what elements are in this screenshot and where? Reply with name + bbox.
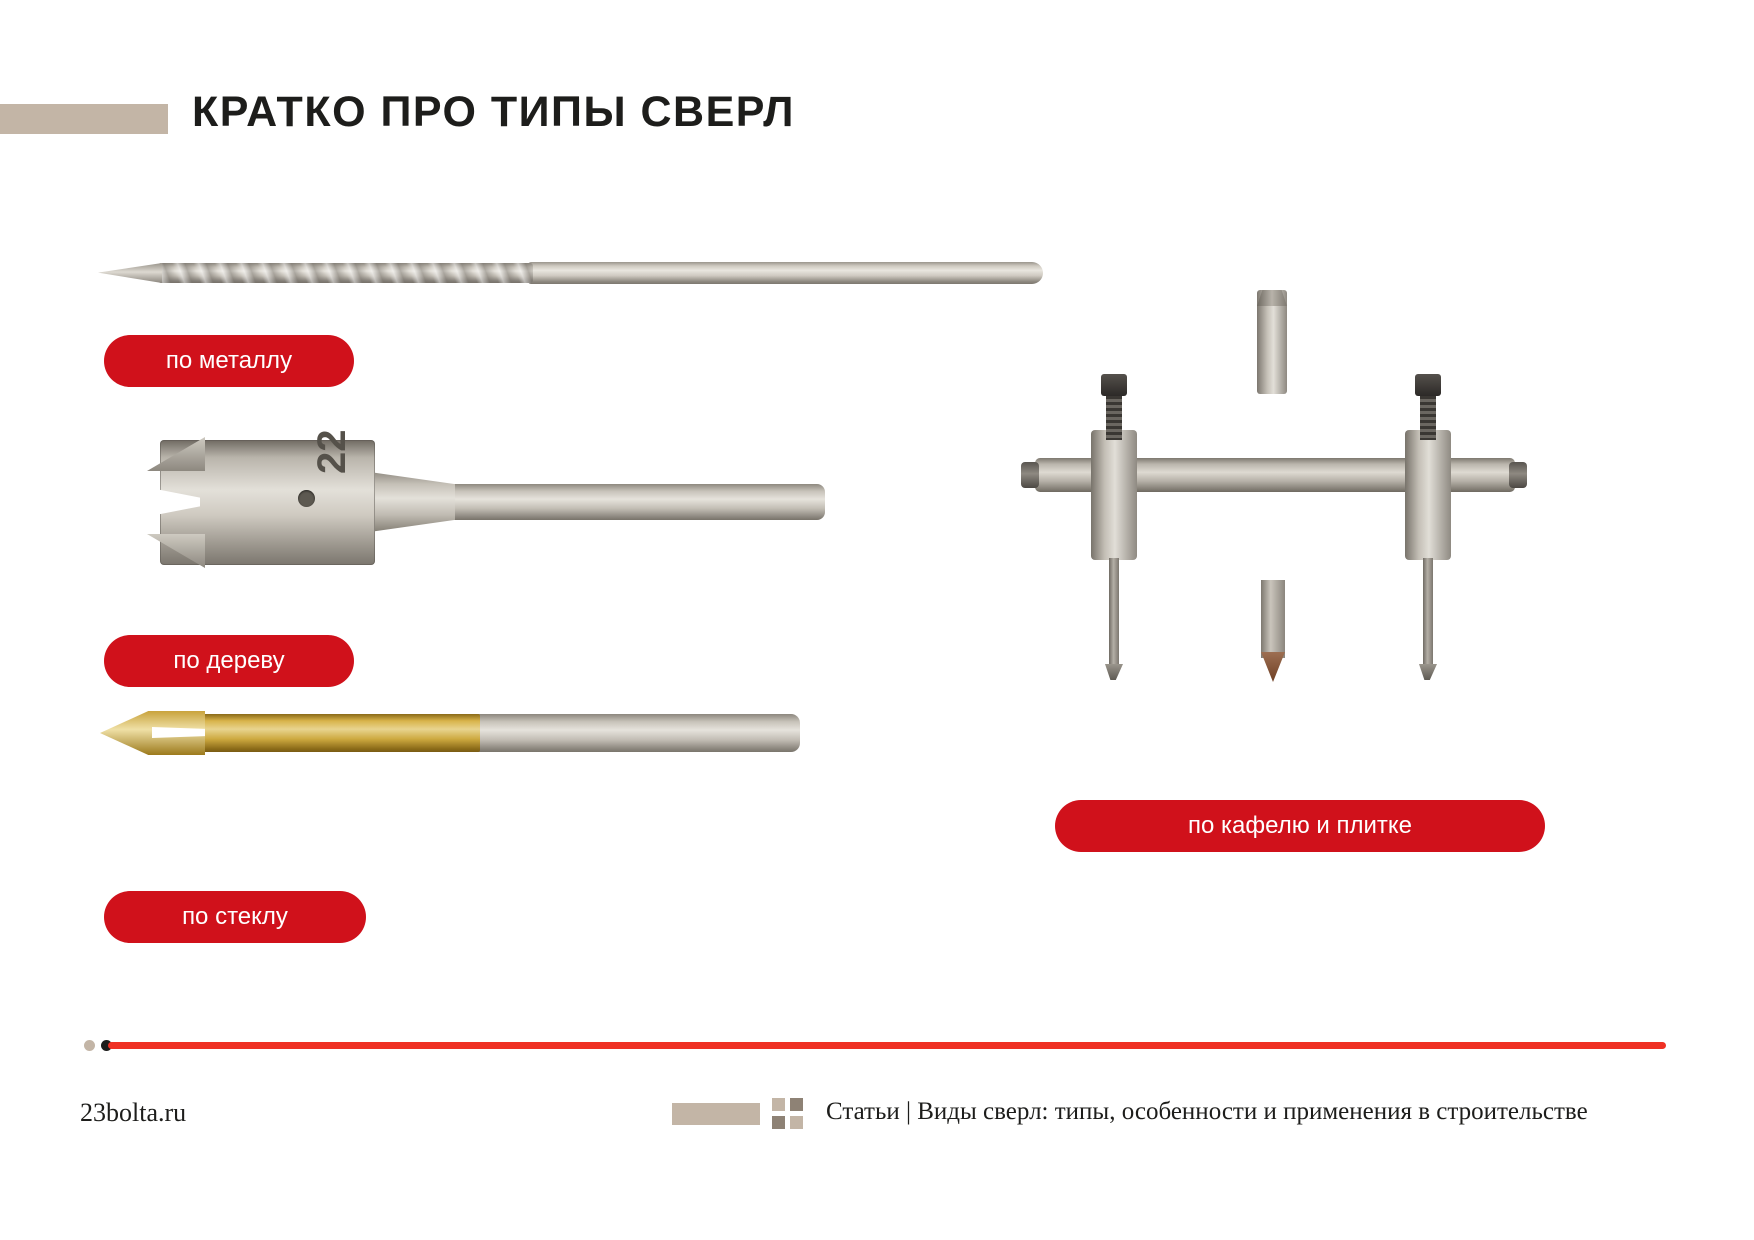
site-url[interactable]: 23bolta.ru (80, 1098, 187, 1127)
cutter-screw-left (1106, 390, 1122, 440)
glass-drill-shank (430, 714, 800, 752)
footer-accent-bar (672, 1103, 760, 1125)
footer-caption: Статьи | Виды сверл: типы, особенности и применения в строительстве (826, 1098, 1588, 1125)
page-title: КРАТКО ПРО ТИПЫ СВЕРЛ (192, 88, 795, 136)
tile-circle-cutter-illustration (1035, 290, 1515, 690)
label-tile: по кафелю и плитке (1055, 800, 1545, 852)
glass-drill-illustration (100, 705, 800, 761)
metal-drill-flute (158, 263, 533, 283)
cutter-arm-right (1405, 430, 1451, 560)
logo-squares-icon (772, 1098, 806, 1130)
cutter-crossbar-cap-left (1021, 462, 1039, 488)
wood-drill-shank (435, 484, 825, 520)
cutter-screw-head-left (1101, 374, 1127, 396)
label-wood: по дереву (104, 635, 354, 687)
cutter-blade-left (1109, 558, 1119, 668)
cutter-screw-right (1420, 390, 1436, 440)
metal-drill-tip (98, 263, 162, 283)
metal-drill-illustration (98, 252, 1043, 294)
wood-drill-illustration (105, 429, 825, 565)
label-metal: по металлу (104, 335, 354, 387)
cutter-upper-shank (1257, 290, 1287, 394)
cutter-screw-head-right (1415, 374, 1441, 396)
footer-dot-beige (84, 1040, 95, 1051)
wood-drill-size-marking: 22 (310, 429, 354, 474)
cutter-blade-right (1423, 558, 1433, 668)
label-glass: по стеклу (104, 891, 366, 943)
cutter-center-rod (1261, 580, 1285, 658)
glass-drill-spear-tip (100, 711, 205, 755)
title-accent-bar (0, 104, 168, 134)
footer-divider (108, 1042, 1666, 1049)
wood-drill-hole (298, 490, 315, 507)
cutter-arm-left (1091, 430, 1137, 560)
metal-drill-shank (528, 262, 1043, 284)
cutter-crossbar-cap-right (1509, 462, 1527, 488)
cutter-center-tip (1261, 652, 1285, 682)
cutter-center-body (1243, 386, 1299, 586)
glass-drill-coated-body (180, 714, 480, 752)
